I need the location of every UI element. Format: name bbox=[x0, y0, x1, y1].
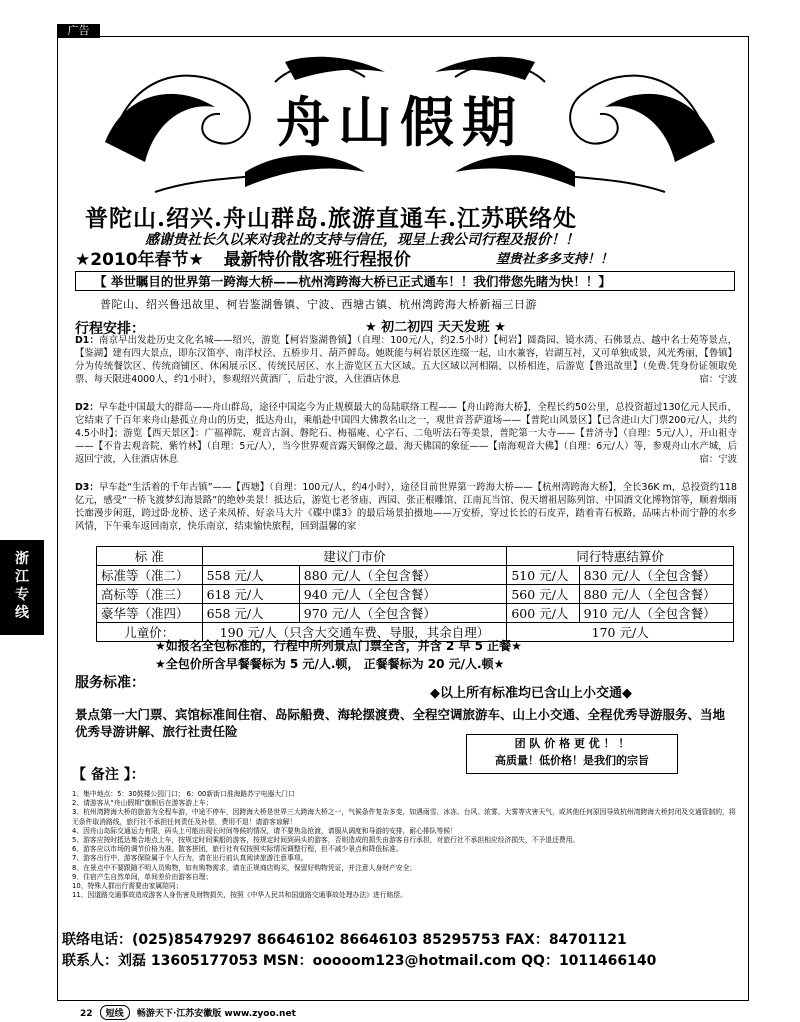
row-price: 658 元/人 bbox=[202, 604, 299, 623]
day-1 bbox=[75, 334, 737, 386]
subtitle: 普陀山.绍兴.舟山群岛.旅游直通车.江苏联络处 bbox=[85, 205, 578, 232]
footer-text: 畅游天下·江苏安徽版 www.zyoo.net bbox=[136, 1009, 296, 1019]
day-description: 早车赴中国最大的群岛——舟山群岛，途径中国迄今为止规模最大的岛陆联络工程——【舟山跨海大桥】，全程长约50公里，总投资超过130亿元人民币，它结束了千百年来舟山悬孤立舟山的历史，抵达舟山，乘船赴中国四大佛教名山之一，观世音菩萨道场——【普陀山风景区】【已含进山大门票200元/人，共约4.5小时】；游览【西天景区】：广福禅院、观音古洞、磐陀石、梅福庵、心字石、二龟听法石等美景，普陀第一大寺——【普济寺】（自理：5元/人），开山祖寺——【不肯去观音院、紫竹林】（自理：5元/人），当今世界观音露天铜像之最、海天佛国的象征——【南海观音大佛】（自理：6元/人）等，参观舟山水产城，后返回宁波，入住酒店休息 bbox=[75, 402, 737, 466]
row-name: 高标等（准三） bbox=[97, 585, 203, 604]
table-header-row bbox=[97, 547, 734, 566]
row-price: 510 元/人 bbox=[507, 566, 579, 585]
day-description: 早车赴“生活着的千年古镇”——【西塘】（自理：100元/人，约4小时），途径目前世界第一跨海大桥——【杭州湾跨海大桥】，全长36K m，总投资约118亿元，感受“一桥飞渡梦幻海景路”的绝妙美景！抵达后，游览七老爷庙、西园、张正根雕馆、江南瓦当馆、倪天增祖居陈列馆、中国酒文化博物馆等，顺着烟雨长廊漫步闲逛，跨过卧龙桥、送子来凤桥、好亲马大片《碟中谍3》的最后场景拍摄地——万安桥，穿过长长的石皮弄，踏着青石板路，品味古朴而宁静的水乡风情，下午乘车返回南京，快乐南京，结束愉快旅程，回到温馨的家 bbox=[75, 482, 737, 533]
contact-person: 联系人：刘磊 13605177053 MSN：ooooom123@hotmail.com QQ：1011466140 bbox=[62, 953, 657, 969]
row-price: 970 元/人（全包含餐） bbox=[299, 604, 507, 623]
row-price: 618 元/人 bbox=[202, 585, 299, 604]
row-price: 880 元/人（全包含餐） bbox=[579, 585, 733, 604]
day-label: D2： bbox=[75, 402, 99, 413]
child-label: 儿童价： bbox=[97, 623, 203, 642]
bridge-notice: 【 举世瞩目的世界第一跨海大桥——杭州湾跨海大桥已正式通车！！我们带您先睹为快！！】 bbox=[75, 271, 735, 291]
schedule-heading: 行程安排： bbox=[75, 321, 145, 337]
day-description: 南京早出发赴历史文化名城——绍兴，游览【柯岩鉴湖鲁镇】（自理：100元/人，约2.5小时）【柯岩】圆喬园、镜水湾、石佛景点、越中名士苑等景点，【鉴湖】建有四大景点，即东汉笛亭、南洋杖泾、五桥步月、葫芦鲜岛。她既能与柯岩景区连缀一起，山水兼容，岩湖互衬，又可单独成景，风光秀丽，【鲁镇】分为传统餐饮区、传统商铺区、休闲展示区、传统民居区、水上游览区五大区域。五大区域以河相隔、以桥相连，后游览【鲁迅故里】（免费.凭身份证领取免票、每天限进4000人，约1小时），参观绍兴黄酒厂，后赴宁波，入住酒店休息 bbox=[75, 335, 737, 386]
day-stay: 宿：宁波 bbox=[699, 454, 737, 466]
team-line-2: 高质量！低价格！是我们的宗旨 bbox=[495, 754, 649, 767]
meal-note: ★全包价所含早餐餐标为 5 元/人.顿， 正餐餐标为 20 元/人.顿★ bbox=[155, 657, 505, 671]
season-offer: 最新特价散客班行程报价 bbox=[223, 250, 411, 270]
list-item: 2、请游客从“舟山假期”旗帜后在游客游上车； bbox=[72, 799, 213, 808]
tour-places: 普陀山、绍兴鲁迅故里、柯岩鉴湖鲁镇、宁波、西塘古镇、杭州湾跨海大桥新福三日游 bbox=[100, 298, 537, 311]
thanks-line: 感谢贵社长久以来对我社的支持与信任，现呈上我公司行程及报价！！ bbox=[145, 232, 579, 248]
child-peer: 170 元/人 bbox=[507, 623, 734, 642]
row-price: 600 元/人 bbox=[507, 604, 579, 623]
page-title: 舟山假期 bbox=[276, 90, 524, 154]
schedule-badge: ★ 初二初四 天天发班 ★ bbox=[365, 320, 506, 335]
list-item: 10、特殊人群出行需要由家属陪同； bbox=[72, 882, 183, 891]
header-retail: 建议门市价 bbox=[202, 547, 507, 566]
list-item: 8、在景点中不要跟随不明人员购物，如有购物需求，请在正规商店购买，保留好购物凭证，并注意人身财产安全； bbox=[72, 863, 417, 872]
day-label: D1： bbox=[75, 335, 100, 346]
remarks-heading: 【 备注 】： bbox=[72, 767, 145, 783]
row-price: 880 元/人（全包含餐） bbox=[299, 566, 507, 585]
ad-tag: 广告 bbox=[57, 24, 100, 38]
team-price-box bbox=[466, 734, 678, 774]
header-peer: 同行特惠结算价 bbox=[507, 547, 734, 566]
service-note: ◆以上所有标准均已含山上小交通◆ bbox=[430, 686, 632, 701]
price-table bbox=[96, 546, 734, 642]
contact-phone: 联络电话：(025)85479297 86646102 86646103 85295753 FAX：84701121 bbox=[62, 932, 627, 948]
season-label: ★2010年春节★ bbox=[75, 250, 204, 270]
remarks-list bbox=[72, 790, 737, 900]
row-name: 豪华等（准四） bbox=[97, 604, 203, 623]
list-item: 1、集中地点：5：30鼓楼公园门口； 6：00新街口淮海路苏宁电器大门口 bbox=[72, 790, 295, 798]
list-item: 6、游客应以市场的调节价格为准。散客拼团，旅行社有权按照实际情况调整行程，但不减少景点和降低标准。 bbox=[72, 845, 403, 854]
day-label: D3： bbox=[75, 482, 99, 493]
service-text: 景点第一大门票、宾馆标准间住宿、岛际船费、海轮摆渡费、全程空调旅游车、山上小交通、全程优秀导游服务、当地优秀导游讲解、旅行社责任险 bbox=[75, 707, 726, 739]
side-tab bbox=[0, 540, 44, 635]
day-2 bbox=[75, 401, 737, 466]
child-retail: 190 元/人（只含大交通车费、导服，其余自理） bbox=[202, 623, 507, 642]
team-line-1: 团 队 价 格 更 优 ！ ！ bbox=[514, 737, 630, 750]
contact-block bbox=[62, 930, 742, 972]
table-row bbox=[97, 585, 734, 604]
list-item: 9、住宿产生自然单间，单间差价由游客自理； bbox=[72, 872, 213, 881]
footer-pill: 短线 bbox=[100, 1005, 130, 1020]
row-price: 940 元/人（全包含餐） bbox=[299, 585, 507, 604]
day-3 bbox=[75, 481, 737, 533]
row-name: 标准等（准二） bbox=[97, 566, 203, 585]
inclusion-note: ★如报名全包标准的，行程中所列景点门票全含，并含 2 早 5 正餐★ bbox=[155, 639, 522, 653]
table-row bbox=[97, 566, 734, 585]
list-item: 11、因道路交通事故造成游客人身伤害及财物损失，按照《中华人民共和国道路交通事故处理办法》进行赔偿。 bbox=[72, 891, 407, 900]
list-item: 4、因舟山岛际交通运力有限，码头上可能出现长时间等候的情况，请不要焦急抢渡，请服从调度和导游的安排，耐心排队等候！ bbox=[72, 826, 457, 835]
row-price: 910 元/人（全包含餐） bbox=[579, 604, 733, 623]
service-heading: 服务标准： bbox=[75, 675, 145, 691]
row-price: 558 元/人 bbox=[202, 566, 299, 585]
side-tab-label: 浙江专线 bbox=[15, 551, 29, 621]
list-item: 5、游客应按时抵达集合地点上车，按规定时间乘船的游客，按规定时间到码头的游客，否则造成的损失由游客自行承担，对旅行社不承担相应经济损失，不予退还费用。 bbox=[72, 836, 580, 845]
day-stay: 宿：宁波 bbox=[699, 374, 737, 386]
list-item: 7、游客出行中，游客保险属于个人行为，请在出行前认真阅读旅游注意事项。 bbox=[72, 854, 308, 863]
footer bbox=[80, 1005, 296, 1020]
header-standard: 标 准 bbox=[97, 547, 203, 566]
season-header bbox=[75, 245, 411, 270]
thanks-line-2: 望贵社多多支持！！ bbox=[496, 252, 614, 267]
list-item: 3、杭州湾跨海大桥的旅游为全程车游，中途不停车，因跨海大桥是世界三大跨海大桥之一，气候条件复杂多变，如遇雨雪、冰冻、台风、浓雾、大雾等灾害天气，或其他任何原因导致杭州湾跨海大桥封闭及交通管制的，将无条件取消路线，旅行社不承担任何责任及补偿，费用不退！请游客谅解！ bbox=[72, 808, 736, 826]
row-price: 830 元/人（全包含餐） bbox=[579, 566, 733, 585]
page-number: 22 bbox=[80, 1009, 93, 1019]
row-price: 560 元/人 bbox=[507, 585, 579, 604]
table-row bbox=[97, 604, 734, 623]
